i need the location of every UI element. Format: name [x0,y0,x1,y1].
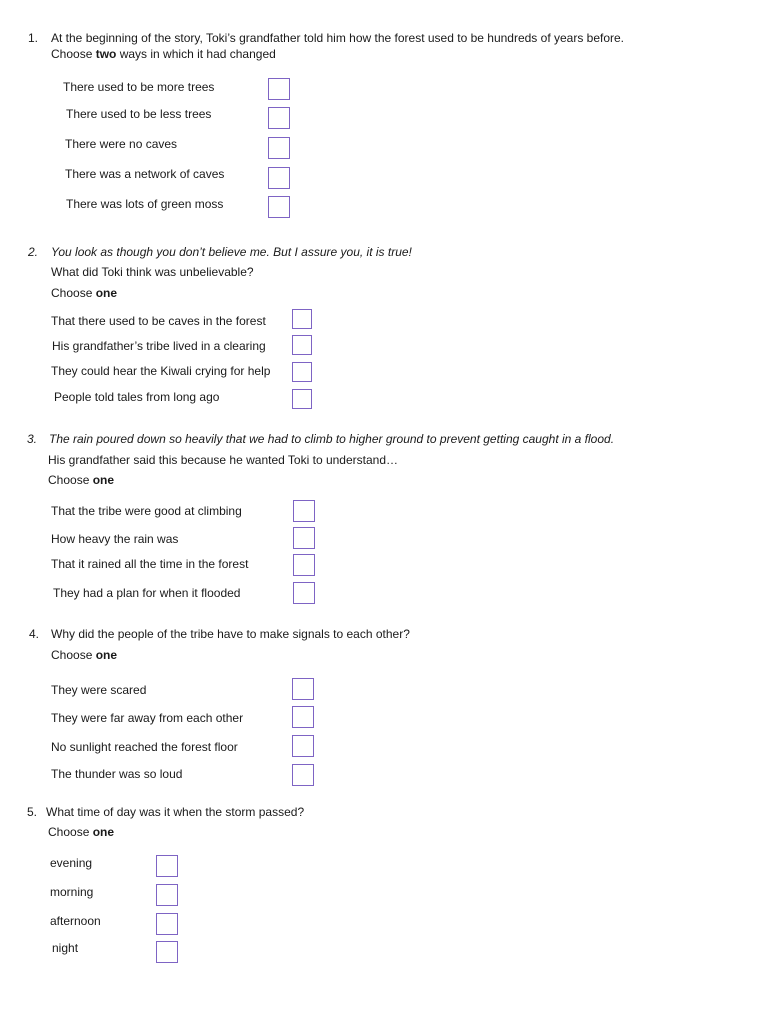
question-stem: Why did the people of the tribe have to make signals to each other? [51,627,410,641]
answer-checkbox[interactable] [268,107,290,129]
answer-checkbox[interactable] [293,500,315,522]
choose-instruction: Choose one [48,825,115,839]
answer-checkbox[interactable] [292,309,312,329]
answer-checkbox[interactable] [268,167,290,189]
question-number: 1. [28,31,39,45]
option-label: People told tales from long ago [54,390,220,404]
option-label: They were far away from each other [51,711,244,725]
option-label: There were no caves [65,137,178,151]
option-label: There was lots of green moss [66,197,224,211]
option-label: There was a network of caves [65,167,225,181]
choose-instruction: Choose one [51,286,118,300]
answer-checkbox[interactable] [268,137,290,159]
option-label: No sunlight reached the forest floor [51,740,238,754]
question-stem: What did Toki think was unbelievable? [51,265,254,279]
question-number: 2. [28,245,39,259]
answer-checkbox[interactable] [292,389,312,409]
answer-checkbox[interactable] [156,913,178,935]
option-label: That it rained all the time in the forest [51,557,249,571]
answer-checkbox[interactable] [292,764,314,786]
option-label: There used to be less trees [66,107,212,121]
option-label: morning [50,885,94,899]
option-label: How heavy the rain was [51,532,179,546]
answer-checkbox[interactable] [293,582,315,604]
answer-checkbox[interactable] [292,335,312,355]
answer-checkbox[interactable] [268,78,290,100]
answer-checkbox[interactable] [292,678,314,700]
option-label: night [52,941,79,955]
answer-checkbox[interactable] [292,362,312,382]
question-quote: You look as though you don’t believe me. But I assure you, it is true! [51,245,412,259]
answer-checkbox[interactable] [292,735,314,757]
option-label: afternoon [50,914,101,928]
option-label: The thunder was so loud [51,767,183,781]
answer-checkbox[interactable] [292,706,314,728]
question-stem: His grandfather said this because he wanted Toki to understand… [48,453,398,467]
option-label: There used to be more trees [63,80,215,94]
option-label: That there used to be caves in the forest [51,314,266,328]
answer-checkbox[interactable] [156,884,178,906]
option-label: They could hear the Kiwali crying for help [51,364,271,378]
question-number: 4. [29,627,40,641]
answer-checkbox[interactable] [293,554,315,576]
answer-checkbox[interactable] [293,527,315,549]
option-label: They had a plan for when it flooded [53,586,241,600]
option-label: His grandfather’s tribe lived in a clearing [52,339,266,353]
answer-checkbox[interactable] [156,855,178,877]
question-number: 3. [27,432,38,446]
option-label: They were scared [51,683,147,697]
answer-checkbox[interactable] [156,941,178,963]
question-quote: The rain poured down so heavily that we had to climb to higher ground to prevent getting caught in a flood. [49,432,615,446]
choose-instruction: Choose one [51,648,118,662]
question-number: 5. [27,805,38,819]
choose-instruction: Choose one [48,473,115,487]
option-label: evening [50,856,93,870]
answer-checkbox[interactable] [268,196,290,218]
option-label: That the tribe were good at climbing [51,504,242,518]
question-stem: At the beginning of the story, Toki’s grandfather told him how the forest used to be hundreds of years before. [51,31,625,45]
question-stem: What time of day was it when the storm passed? [46,805,305,819]
choose-instruction: Choose two ways in which it had changed [51,47,276,61]
